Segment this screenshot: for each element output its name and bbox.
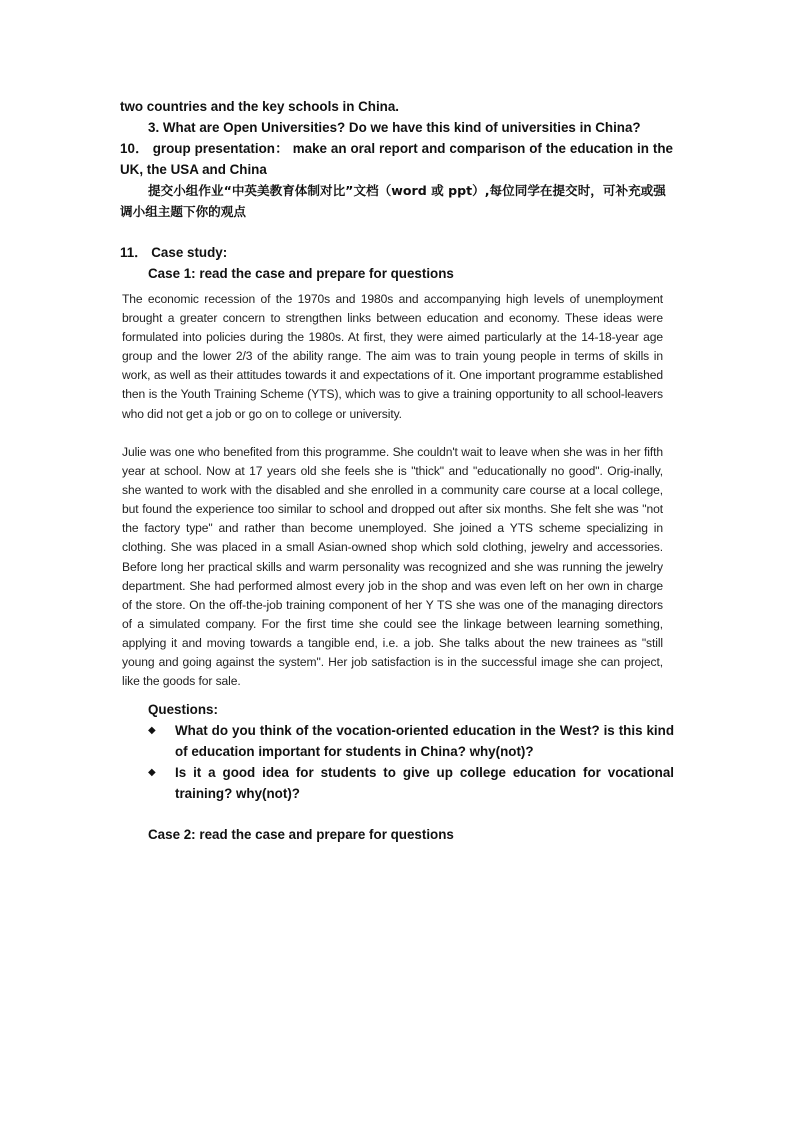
question-text: Is it a good idea for students to give up college education for vocational training? why(not)? [175,765,674,801]
question-item [148,720,674,762]
item-10-group-presentation: 10． group presentation： make an oral report and comparison of the education in the UK, the USA and China [120,141,673,177]
question-item [148,762,674,804]
item-11-case-study: 11． Case study: [120,245,228,260]
diamond-bullet-icon: ◆ [148,767,156,778]
case-1-paragraph-1: The economic recession of the 1970s and 1980s and accompanying high levels of unemployment brought a greater concern to strengthen links between education and economy. These ideas were formulated into policies during the 1980s. At first, they were aimed particularly at the 14-18-year age group and the lower 2/3 of the ability range. The aim was to train young people in terms of skills in work, as well as their attitudes towards it and expectations of it. One important programme established then is the Youth Training Scheme (YTS), which was to give a training opportunity to all school-leavers who did not get a job or go on to college or university. [122,292,663,421]
intro-line: two countries and the key schools in China. [120,99,400,114]
case-2-heading: Case 2: read the case and prepare for questions [148,827,454,842]
questions-label: Questions: [148,702,218,717]
chinese-submission-note: 提交小组作业“中英美教育体制对比”文档（word 或 ppt）,每位同学在提交时，可补充或强调小组主题下你的观点 [120,183,666,219]
questions-list [148,720,674,804]
case-1-heading: Case 1: read the case and prepare for questions [148,266,454,281]
question-text: What do you think of the vocation-oriented education in the West? is this kind of education important for students in China? why(not)? [175,723,674,759]
case-1-paragraph-2: Julie was one who benefited from this programme. She couldn't wait to leave when she was in her fifth year at school. Now at 17 years old she feels she is "thick" and "educationally no good". Orig-inally, she wanted to work with the disabled and she enrolled in a community care course at a local college, but found the experience too similar to school and dropped out after six months. She felt she was "not the factory type" and rather than become unemployed. She joined a YTS scheme specializing in clothing. She was placed in a small Asian-owned shop which sold clothing, jewelry and accessories. Before long her practical skills and warm personality was recognized and she was running the jewelry department. She had performed almost every job in the shop and was even left on her own in charge of the store. On the off-the-job training component of her Y TS she was one of the managing directors of a simulated company. For the first time she could see the linkage between learning something, applying it and moving towards a tangible end, i.e. a job. She talks about the new trainees as "still young and going against the system". Her job satisfaction is in the successful image she can project, like the goods for sale. [122,445,663,689]
diamond-bullet-icon: ◆ [148,725,156,736]
question-3: 3. What are Open Universities? Do we have this kind of universities in China? [148,120,641,135]
